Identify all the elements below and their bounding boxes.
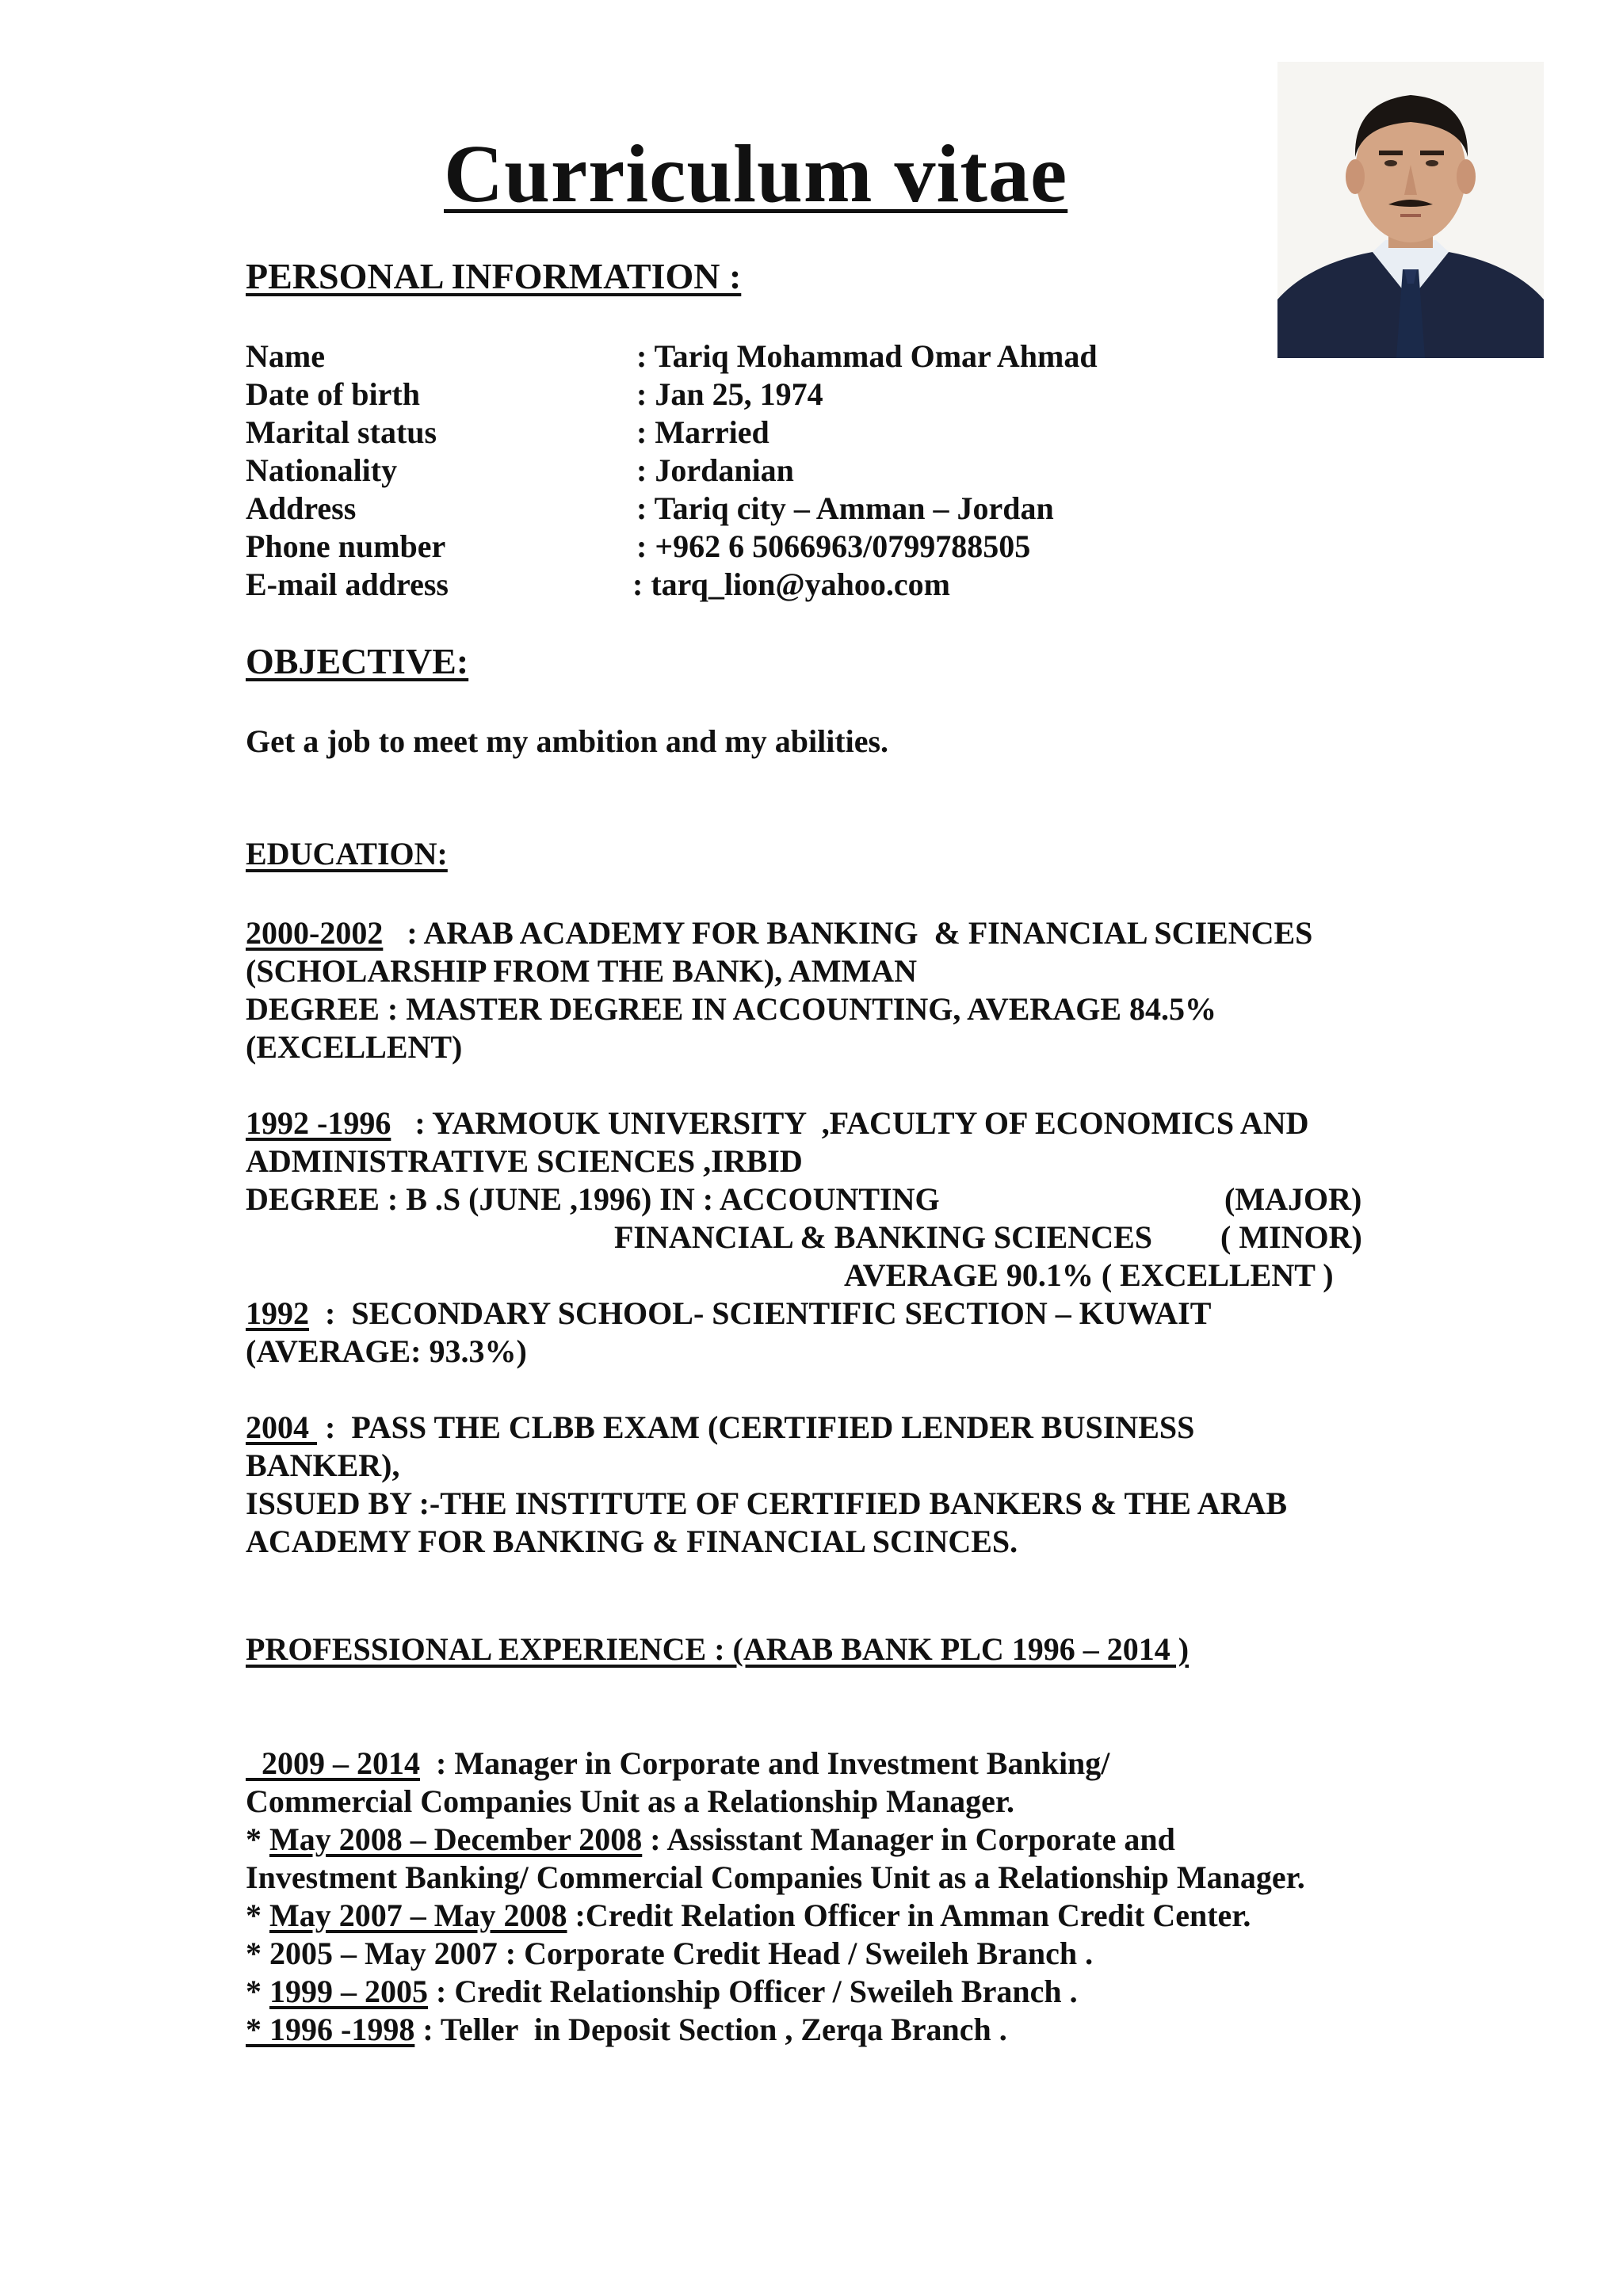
email-label: E-mail address (246, 566, 449, 602)
education-entry-2-line-1: 1992 -1996 : YARMOUK UNIVERSITY ,FACULTY OF ECONOMICS AND (246, 1105, 1309, 1141)
profile-photo (1277, 62, 1544, 358)
experience-item-5-period: 1999 – 2005 (269, 1974, 428, 2009)
education-entry-1-line-3: DEGREE : MASTER DEGREE IN ACCOUNTING, AVERAGE 84.5% (246, 991, 1216, 1027)
education-heading: EDUCATION: (246, 836, 448, 871)
experience-item-3-period: May 2007 – May 2008 (269, 1897, 567, 1933)
education-entry-2-average: AVERAGE 90.1% ( EXCELLENT ) (844, 1257, 1334, 1293)
experience-item-4: * 2005 – May 2007 : Corporate Credit Head / Sweileh Branch . (246, 1936, 1094, 1971)
name-value: : Tariq Mohammad Omar Ahmad (636, 338, 1098, 374)
education-entry-2-year: 1992 -1996 (246, 1105, 391, 1141)
education-entry-4-line-4: ACADEMY FOR BANKING & FINANCIAL SCINCES. (246, 1524, 1018, 1559)
education-entry-4-line-2: BANKER), (246, 1447, 400, 1483)
email-value: : tarq_lion@yahoo.com (632, 566, 950, 602)
objective-text: Get a job to meet my ambition and my abilities. (246, 723, 889, 759)
dob-label: Date of birth (246, 376, 420, 412)
experience-item-2-cont: Investment Banking/ Commercial Companies Unit as a Relationship Manager. (246, 1859, 1305, 1895)
experience-item-2-period: May 2008 – December 2008 (269, 1821, 643, 1857)
experience-heading: PROFESSIONAL EXPERIENCE : (ARAB BANK PLC 1996 – 2014 ) (246, 1631, 1190, 1667)
experience-item-5: * 1999 – 2005 : Credit Relationship Officer / Sweileh Branch . (246, 1974, 1078, 2009)
experience-item-1-cont: Commercial Companies Unit as a Relationship Manager. (246, 1783, 1014, 1819)
education-entry-2-line-4: FINANCIAL & BANKING SCIENCES (614, 1219, 1153, 1255)
education-entry-1-line-1: 2000-2002 : ARAB ACADEMY FOR BANKING & FINANCIAL SCIENCES (246, 915, 1313, 951)
experience-item-1-period: 2009 – 2014 (246, 1745, 420, 1781)
portrait-illustration (1277, 62, 1544, 358)
education-entry-4-line-3: ISSUED BY :-THE INSTITUTE OF CERTIFIED BANKERS & THE ARAB (246, 1486, 1288, 1521)
education-entry-4-line-1: 2004 : PASS THE CLBB EXAM (CERTIFIED LENDER BUSINESS (246, 1409, 1195, 1445)
education-entry-1-line-4: (EXCELLENT) (246, 1029, 463, 1065)
education-entry-1-line-2: (SCHOLARSHIP FROM THE BANK), AMMAN (246, 953, 918, 989)
dob-value: : Jan 25, 1974 (636, 376, 823, 412)
education-entry-2-line-3: DEGREE : B .S (JUNE ,1996) IN : ACCOUNTING (246, 1181, 940, 1217)
education-entry-4-year: 2004 (246, 1409, 317, 1445)
education-entry-2-major: (MAJOR) (1224, 1181, 1362, 1217)
objective-heading: OBJECTIVE: (246, 641, 469, 681)
personal-info-heading: PERSONAL INFORMATION : (246, 256, 742, 296)
experience-item-6: * 1996 -1998 : Teller in Deposit Section , Zerqa Branch . (246, 2012, 1007, 2047)
page-title: Curriculum vitae (444, 128, 1068, 219)
nationality-label: Nationality (246, 452, 398, 488)
education-entry-3-year: 1992 (246, 1295, 309, 1331)
education-entry-3-line-1: 1992 : SECONDARY SCHOOL- SCIENTIFIC SECTION – KUWAIT (246, 1295, 1212, 1331)
education-entry-2-line-2: ADMINISTRATIVE SCIENCES ,IRBID (246, 1143, 803, 1179)
education-entry-2-minor: ( MINOR) (1220, 1219, 1362, 1255)
experience-item-3: * May 2007 – May 2008 :Credit Relation Officer in Amman Credit Center. (246, 1897, 1251, 1933)
address-label: Address (246, 490, 357, 526)
education-entry-1-year: 2000-2002 (246, 915, 384, 951)
marital-label: Marital status (246, 414, 437, 450)
nationality-value: : Jordanian (636, 452, 794, 488)
experience-item-2: * May 2008 – December 2008 : Assisstant Manager in Corporate and (246, 1821, 1175, 1857)
experience-item-1: 2009 – 2014 : Manager in Corporate and Investment Banking/ (246, 1745, 1110, 1781)
marital-value: : Married (636, 414, 769, 450)
name-label: Name (246, 338, 325, 374)
address-value: : Tariq city – Amman – Jordan (636, 490, 1054, 526)
experience-item-6-period: * 1996 -1998 (246, 2012, 415, 2047)
phone-label: Phone number (246, 528, 446, 564)
education-entry-3-line-2: (AVERAGE: 93.3%) (246, 1333, 527, 1369)
phone-value: : +962 6 5066963/0799788505 (636, 528, 1031, 564)
